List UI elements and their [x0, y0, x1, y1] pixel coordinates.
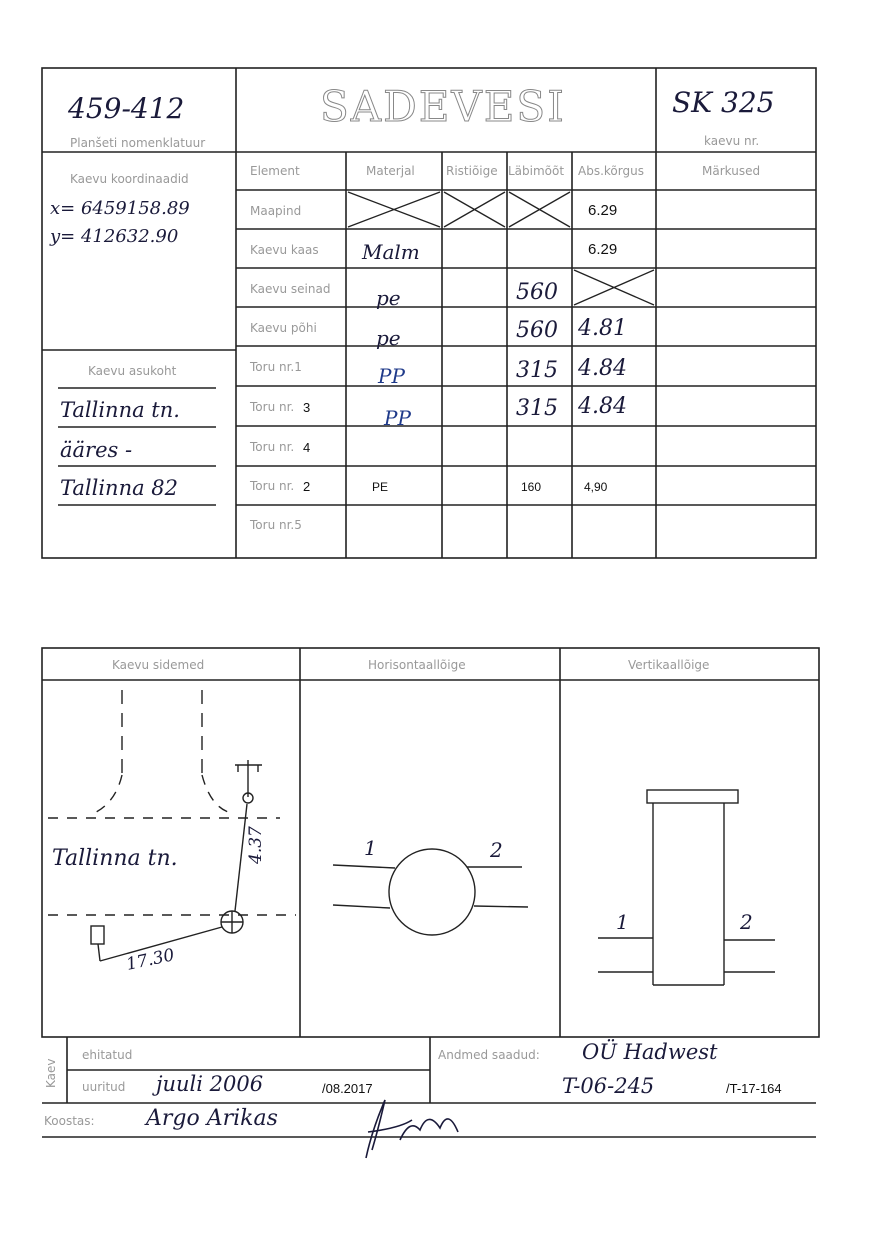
row-diameter: 560	[516, 318, 558, 343]
row-material: pe	[376, 286, 401, 310]
sketch-distance-2: 17.30	[124, 945, 177, 975]
h-pipe-label-1: 1	[364, 836, 377, 860]
row-material: PP	[378, 364, 405, 388]
col-header-element: Element	[250, 164, 300, 178]
row-element: Toru nr.1	[250, 360, 302, 374]
compiler-name: Argo Arikas	[146, 1106, 278, 1131]
well-number-label: kaevu nr.	[704, 134, 760, 148]
row-elevation: 4.84	[578, 394, 627, 419]
v-pipe-label-1: 1	[616, 910, 629, 934]
col-header-cross-section: Ristiõige	[446, 164, 498, 178]
row-material: PE	[372, 480, 389, 494]
nomenclature-label: Planšeti nomenklatuur	[70, 136, 206, 150]
surveyed-date: juuli 2006	[156, 1072, 264, 1096]
row-element-number: 3	[303, 400, 311, 415]
well-number-value: SK 325	[672, 86, 775, 119]
row-material: pe	[376, 326, 401, 350]
row-element: Kaevu põhi	[250, 321, 317, 335]
row-diameter: 315	[516, 358, 558, 383]
col-header-remarks: Märkused	[702, 164, 761, 178]
data-source-job-update: /T-17-164	[726, 1081, 782, 1096]
col-header-diameter: Läbimõõt	[508, 164, 565, 178]
location-label: Kaevu asukoht	[88, 364, 177, 378]
data-source-company: OÜ Hadwest	[582, 1040, 718, 1064]
footer-side-label: Kaev	[44, 1058, 58, 1088]
h-pipe-label-2: 2	[490, 838, 503, 862]
location-line-2: ääres -	[60, 438, 133, 462]
sketch-street-label: Tallinna tn.	[52, 846, 178, 871]
row-element: Toru nr.	[250, 479, 295, 493]
panel-title-horizontal: Horisontaallõige	[368, 658, 466, 672]
data-source-job-number: T-06-245	[562, 1074, 655, 1098]
row-elevation: 4.81	[578, 316, 627, 341]
row-elevation: 6.29	[588, 202, 618, 219]
signature-scribble	[366, 1100, 458, 1158]
form-title: SADEVESI	[320, 82, 566, 131]
row-material: PP	[384, 406, 411, 430]
sketch-distance-1: 4.37	[246, 826, 266, 864]
v-pipe-label-2: 2	[740, 910, 753, 934]
location-line-1: Tallinna tn.	[60, 398, 180, 422]
row-element: Toru nr.5	[250, 518, 302, 532]
row-element: Kaevu kaas	[250, 243, 319, 257]
row-element: Toru nr.	[250, 400, 295, 414]
row-elevation: 6.29	[588, 241, 618, 258]
panel-title-vertical: Vertikaallõige	[628, 658, 710, 672]
row-element: Toru nr.	[250, 440, 295, 454]
nomenclature-value: 459-412	[68, 92, 185, 125]
surveyed-label: uuritud	[82, 1080, 126, 1094]
compiler-label: Koostas:	[44, 1114, 95, 1128]
row-element: Maapind	[250, 204, 302, 218]
row-elevation: 4,90	[584, 480, 608, 494]
location-line-3: Tallinna 82	[60, 476, 179, 500]
coord-x: x= 6459158.89	[50, 198, 190, 219]
coords-label: Kaevu koordinaadid	[70, 172, 189, 186]
surveyed-update: /08.2017	[322, 1081, 373, 1096]
row-diameter: 160	[521, 480, 542, 494]
col-header-material: Materjal	[366, 164, 415, 178]
data-source-label: Andmed saadud:	[438, 1048, 540, 1062]
row-material: Malm	[362, 240, 420, 264]
row-element: Kaevu seinad	[250, 282, 331, 296]
col-header-elevation: Abs.kõrgus	[578, 164, 644, 178]
built-label: ehitatud	[82, 1048, 133, 1062]
row-diameter: 315	[516, 396, 558, 421]
row-element-number: 2	[303, 479, 311, 494]
row-diameter: 560	[516, 280, 558, 305]
coord-y: y= 412632.90	[50, 226, 179, 247]
panel-title-connections: Kaevu sidemed	[112, 658, 205, 672]
row-elevation: 4.84	[578, 356, 627, 381]
row-element-number: 4	[303, 440, 311, 455]
